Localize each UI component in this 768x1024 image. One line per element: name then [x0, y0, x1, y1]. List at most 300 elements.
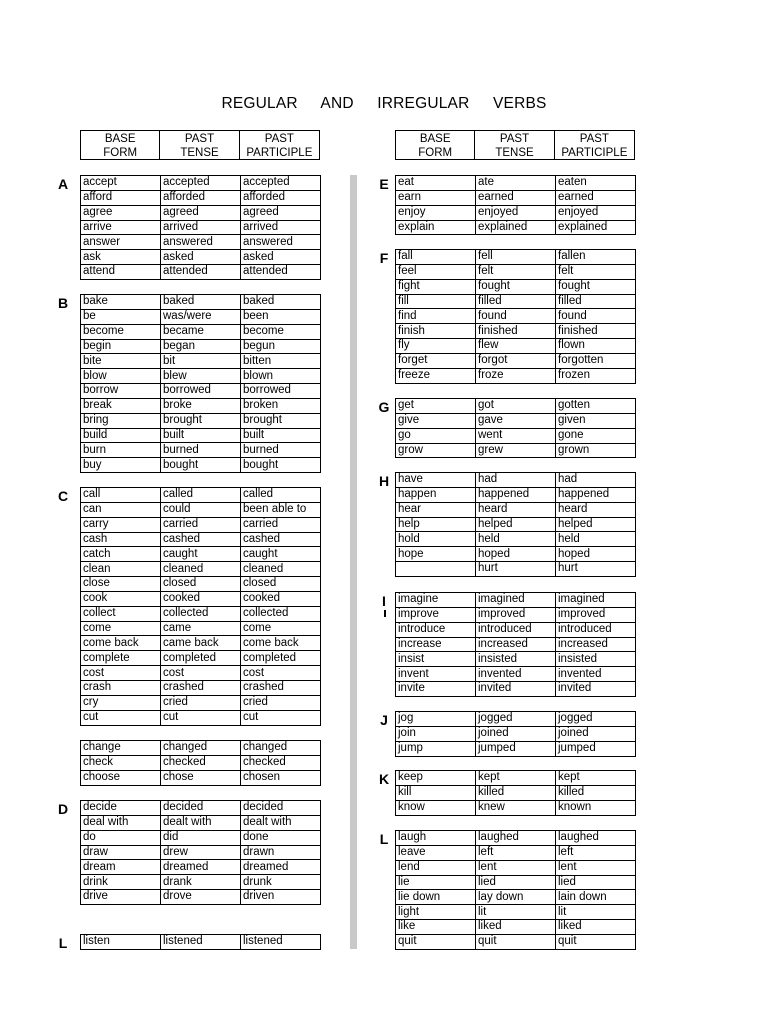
past-participle-cell: brought: [241, 413, 321, 428]
past-participle-cell: fought: [556, 279, 636, 294]
base-form-cell: kill: [396, 785, 476, 800]
past-tense-cell: knew: [476, 800, 556, 815]
section-letter-b: B: [57, 295, 69, 311]
table-row: [81, 295, 321, 310]
table-row: [396, 176, 636, 191]
header-past-line1: PAST: [499, 133, 530, 145]
past-participle-cell: filled: [556, 294, 636, 309]
past-participle-cell: eaten: [556, 176, 636, 191]
section-letter-h: H: [378, 473, 390, 489]
past-participle-cell: lit: [556, 905, 636, 920]
table-row: [81, 562, 321, 577]
letter-i-mark: [384, 610, 386, 617]
past-tense-cell: helped: [476, 517, 556, 532]
past-tense-cell: changed: [161, 741, 241, 756]
table-row: [396, 860, 636, 875]
base-form-cell: borrow: [81, 384, 161, 399]
past-tense-cell: went: [476, 428, 556, 443]
table-row: [81, 770, 321, 785]
past-participle-cell: improved: [556, 607, 636, 622]
past-participle-cell: quit: [556, 934, 636, 949]
past-participle-cell: liked: [556, 920, 636, 935]
past-participle-cell: grown: [556, 443, 636, 458]
section-letter-l: L: [379, 831, 389, 847]
past-tense-cell: hurt: [476, 562, 556, 577]
base-form-cell: laugh: [396, 831, 476, 846]
base-form-cell: can: [81, 502, 161, 517]
past-participle-cell: hurt: [556, 562, 636, 577]
past-participle-cell: broken: [241, 398, 321, 413]
past-tense-cell: bought: [161, 458, 241, 473]
base-form-cell: attend: [81, 265, 161, 280]
base-form-cell: lend: [396, 860, 476, 875]
base-form-cell: improve: [396, 607, 476, 622]
past-tense-cell: enjoyed: [476, 205, 556, 220]
base-form-cell: go: [396, 428, 476, 443]
base-form-cell: quit: [396, 934, 476, 949]
table-row: [396, 637, 636, 652]
past-participle-cell: jogged: [556, 712, 636, 727]
past-tense-cell: blew: [161, 369, 241, 384]
past-tense-cell: fell: [476, 250, 556, 265]
past-tense-cell: came back: [161, 636, 241, 651]
header-past-line2: TENSE: [495, 147, 534, 159]
verb-group-table: [395, 592, 636, 697]
table-row: [81, 606, 321, 621]
base-form-cell: come back: [81, 636, 161, 651]
table-row: [396, 920, 636, 935]
past-participle-cell: carried: [241, 517, 321, 532]
table-row: [396, 309, 636, 324]
past-participle-cell: cut: [241, 710, 321, 725]
verb-group-table: [80, 800, 321, 905]
past-participle-cell: bought: [241, 458, 321, 473]
base-form-cell: crash: [81, 680, 161, 695]
table-row: [81, 890, 321, 905]
past-tense-cell: drove: [161, 890, 241, 905]
past-tense-cell: burned: [161, 443, 241, 458]
past-participle-cell: drawn: [241, 845, 321, 860]
base-form-cell: jog: [396, 712, 476, 727]
table-row: [81, 369, 321, 384]
base-form-cell: insist: [396, 652, 476, 667]
past-tense-cell: finished: [476, 324, 556, 339]
table-row: [396, 607, 636, 622]
past-tense-cell: kept: [476, 771, 556, 786]
past-tense-cell: cashed: [161, 532, 241, 547]
base-form-cell: call: [81, 488, 161, 503]
past-tense-cell: insisted: [476, 652, 556, 667]
past-participle-cell: forgotten: [556, 353, 636, 368]
header-base-form: [396, 131, 475, 159]
table-row: [81, 205, 321, 220]
table-row: [81, 458, 321, 473]
base-form-cell: cash: [81, 532, 161, 547]
past-tense-cell: laughed: [476, 831, 556, 846]
verb-group-table: [80, 934, 321, 950]
past-tense-cell: got: [476, 399, 556, 414]
base-form-cell: join: [396, 726, 476, 741]
past-tense-cell: froze: [476, 368, 556, 383]
past-tense-cell: found: [476, 309, 556, 324]
base-form-cell: fight: [396, 279, 476, 294]
past-tense-cell: invited: [476, 682, 556, 697]
table-row: [396, 547, 636, 562]
base-form-cell: come: [81, 621, 161, 636]
table-row: [81, 547, 321, 562]
table-row: [396, 562, 636, 577]
past-tense-cell: fought: [476, 279, 556, 294]
header-participle-line2: PARTICIPLE: [561, 147, 628, 159]
base-form-cell: carry: [81, 517, 161, 532]
past-tense-cell: lay down: [476, 890, 556, 905]
past-participle-cell: jumped: [556, 741, 636, 756]
table-row: [81, 621, 321, 636]
past-tense-cell: did: [161, 830, 241, 845]
past-tense-cell: earned: [476, 190, 556, 205]
table-row: [81, 666, 321, 681]
past-participle-cell: cashed: [241, 532, 321, 547]
past-tense-cell: chose: [161, 770, 241, 785]
base-form-cell: dream: [81, 860, 161, 875]
past-participle-cell: done: [241, 830, 321, 845]
header-past-participle: [555, 131, 634, 159]
table-row: [396, 712, 636, 727]
base-form-cell: clean: [81, 562, 161, 577]
base-form-cell: afford: [81, 190, 161, 205]
base-form-cell: like: [396, 920, 476, 935]
base-form-cell: leave: [396, 845, 476, 860]
past-tense-cell: dreamed: [161, 860, 241, 875]
header-base-line2: FORM: [103, 147, 138, 159]
past-tense-cell: drank: [161, 875, 241, 890]
table-row: [396, 279, 636, 294]
base-form-cell: enjoy: [396, 205, 476, 220]
past-tense-cell: increased: [476, 637, 556, 652]
past-participle-cell: known: [556, 800, 636, 815]
table-row: [81, 265, 321, 280]
table-row: [81, 250, 321, 265]
base-form-cell: buy: [81, 458, 161, 473]
past-tense-cell: liked: [476, 920, 556, 935]
base-form-cell: ask: [81, 250, 161, 265]
base-form-cell: keep: [396, 771, 476, 786]
table-row: [81, 935, 321, 950]
past-tense-cell: broke: [161, 398, 241, 413]
past-participle-cell: decided: [241, 801, 321, 816]
base-form-cell: build: [81, 428, 161, 443]
past-tense-cell: explained: [476, 220, 556, 235]
past-participle-cell: cost: [241, 666, 321, 681]
base-form-cell: change: [81, 741, 161, 756]
past-tense-cell: lit: [476, 905, 556, 920]
base-form-cell: accept: [81, 176, 161, 191]
base-form-cell: check: [81, 755, 161, 770]
table-row: [81, 324, 321, 339]
header-past-tense: [160, 131, 239, 159]
past-tense-cell: became: [161, 324, 241, 339]
past-tense-cell: lied: [476, 875, 556, 890]
base-form-cell: burn: [81, 443, 161, 458]
past-tense-cell: happened: [476, 487, 556, 502]
past-participle-cell: been: [241, 309, 321, 324]
table-row: [396, 845, 636, 860]
past-tense-cell: introduced: [476, 622, 556, 637]
table-row: [396, 413, 636, 428]
header-past-participle: [240, 131, 319, 159]
table-row: [396, 890, 636, 905]
table-row: [81, 235, 321, 250]
past-participle-cell: hoped: [556, 547, 636, 562]
past-tense-cell: lent: [476, 860, 556, 875]
past-tense-cell: gave: [476, 413, 556, 428]
table-row: [81, 413, 321, 428]
past-participle-cell: found: [556, 309, 636, 324]
verb-group-table: [395, 249, 636, 384]
table-row: [81, 443, 321, 458]
table-row: [81, 176, 321, 191]
past-participle-cell: drunk: [241, 875, 321, 890]
past-tense-cell: had: [476, 473, 556, 488]
table-row: [81, 860, 321, 875]
table-row: [396, 294, 636, 309]
table-row: [396, 771, 636, 786]
table-row: [81, 532, 321, 547]
past-tense-cell: began: [161, 339, 241, 354]
base-form-cell: explain: [396, 220, 476, 235]
past-participle-cell: gotten: [556, 399, 636, 414]
table-row: [396, 443, 636, 458]
past-tense-cell: left: [476, 845, 556, 860]
past-participle-cell: listened: [241, 935, 321, 950]
base-form-cell: cry: [81, 695, 161, 710]
past-participle-cell: collected: [241, 606, 321, 621]
past-participle-cell: heard: [556, 502, 636, 517]
past-tense-cell: imagined: [476, 593, 556, 608]
table-row: [396, 934, 636, 949]
verb-group-table: [395, 711, 636, 757]
verb-group-table: [395, 398, 636, 458]
past-participle-cell: come: [241, 621, 321, 636]
section-letter-e: E: [379, 176, 389, 192]
base-form-cell: arrive: [81, 220, 161, 235]
table-row: [81, 384, 321, 399]
past-tense-cell: asked: [161, 250, 241, 265]
table-row: [81, 741, 321, 756]
past-participle-cell: joined: [556, 726, 636, 741]
verb-group-table: [395, 175, 636, 235]
table-row: [81, 309, 321, 324]
verb-group-table: [395, 770, 636, 816]
section-letter-k: K: [378, 771, 390, 787]
table-row: [396, 785, 636, 800]
past-participle-cell: blown: [241, 369, 321, 384]
past-tense-cell: collected: [161, 606, 241, 621]
past-participle-cell: invented: [556, 667, 636, 682]
base-form-cell: happen: [396, 487, 476, 502]
past-participle-cell: been able to: [241, 502, 321, 517]
past-participle-cell: introduced: [556, 622, 636, 637]
table-row: [81, 354, 321, 369]
past-tense-cell: listened: [161, 935, 241, 950]
table-row: [396, 339, 636, 354]
verb-group-table: [80, 294, 321, 473]
right-column-header: [395, 130, 635, 160]
past-participle-cell: begun: [241, 339, 321, 354]
past-participle-cell: closed: [241, 577, 321, 592]
table-row: [81, 636, 321, 651]
past-tense-cell: bit: [161, 354, 241, 369]
table-row: [396, 205, 636, 220]
header-base-line1: BASE: [104, 133, 136, 145]
base-form-cell: cook: [81, 591, 161, 606]
past-participle-cell: built: [241, 428, 321, 443]
past-tense-cell: drew: [161, 845, 241, 860]
past-participle-cell: caught: [241, 547, 321, 562]
verb-group-table: [80, 740, 321, 786]
past-participle-cell: attended: [241, 265, 321, 280]
past-participle-cell: invited: [556, 682, 636, 697]
past-tense-cell: dealt with: [161, 815, 241, 830]
past-participle-cell: lied: [556, 875, 636, 890]
past-participle-cell: flown: [556, 339, 636, 354]
table-row: [396, 622, 636, 637]
header-participle-line1: PAST: [579, 133, 609, 145]
past-participle-cell: checked: [241, 755, 321, 770]
past-tense-cell: jumped: [476, 741, 556, 756]
table-row: [81, 651, 321, 666]
base-form-cell: earn: [396, 190, 476, 205]
base-form-cell: blow: [81, 369, 161, 384]
past-tense-cell: came: [161, 621, 241, 636]
past-participle-cell: borrowed: [241, 384, 321, 399]
past-participle-cell: crashed: [241, 680, 321, 695]
past-participle-cell: afforded: [241, 190, 321, 205]
past-participle-cell: arrived: [241, 220, 321, 235]
section-letter-c: C: [57, 488, 69, 504]
header-participle-line1: PAST: [264, 133, 294, 145]
past-tense-cell: heard: [476, 502, 556, 517]
past-participle-cell: asked: [241, 250, 321, 265]
past-participle-cell: cooked: [241, 591, 321, 606]
past-participle-cell: called: [241, 488, 321, 503]
base-form-cell: help: [396, 517, 476, 532]
past-tense-cell: invented: [476, 667, 556, 682]
past-participle-cell: insisted: [556, 652, 636, 667]
past-tense-cell: cut: [161, 710, 241, 725]
past-tense-cell: flew: [476, 339, 556, 354]
table-row: [81, 875, 321, 890]
past-participle-cell: dreamed: [241, 860, 321, 875]
past-tense-cell: closed: [161, 577, 241, 592]
header-past-line2: TENSE: [180, 147, 219, 159]
table-row: [396, 502, 636, 517]
past-participle-cell: answered: [241, 235, 321, 250]
past-participle-cell: killed: [556, 785, 636, 800]
base-form-cell: listen: [81, 935, 161, 950]
base-form-cell: hold: [396, 532, 476, 547]
past-participle-cell: kept: [556, 771, 636, 786]
past-tense-cell: killed: [476, 785, 556, 800]
past-participle-cell: imagined: [556, 593, 636, 608]
past-tense-cell: decided: [161, 801, 241, 816]
base-form-cell: deal with: [81, 815, 161, 830]
past-participle-cell: enjoyed: [556, 205, 636, 220]
page-title: REGULAR AND IRREGULAR VERBS: [221, 95, 547, 112]
past-tense-cell: cooked: [161, 591, 241, 606]
base-form-cell: fall: [396, 250, 476, 265]
past-participle-cell: become: [241, 324, 321, 339]
past-tense-cell: agreed: [161, 205, 241, 220]
left-column-header: [80, 130, 320, 160]
past-tense-cell: called: [161, 488, 241, 503]
table-row: [396, 875, 636, 890]
past-participle-cell: held: [556, 532, 636, 547]
base-form-cell: freeze: [396, 368, 476, 383]
past-tense-cell: grew: [476, 443, 556, 458]
past-tense-cell: joined: [476, 726, 556, 741]
table-row: [81, 591, 321, 606]
base-form-cell: grow: [396, 443, 476, 458]
past-participle-cell: happened: [556, 487, 636, 502]
table-row: [396, 264, 636, 279]
past-participle-cell: driven: [241, 890, 321, 905]
table-row: [396, 517, 636, 532]
past-participle-cell: helped: [556, 517, 636, 532]
past-participle-cell: given: [556, 413, 636, 428]
table-row: [81, 339, 321, 354]
table-row: [81, 801, 321, 816]
base-form-cell: bake: [81, 295, 161, 310]
base-form-cell: fill: [396, 294, 476, 309]
header-past-line1: PAST: [184, 133, 215, 145]
past-participle-cell: earned: [556, 190, 636, 205]
base-form-cell: lie: [396, 875, 476, 890]
past-tense-cell: forgot: [476, 353, 556, 368]
table-row: [81, 577, 321, 592]
table-row: [396, 250, 636, 265]
table-row: [81, 710, 321, 725]
section-letter-l: L: [58, 935, 68, 951]
past-tense-cell: arrived: [161, 220, 241, 235]
base-form-cell: agree: [81, 205, 161, 220]
base-form-cell: break: [81, 398, 161, 413]
past-participle-cell: left: [556, 845, 636, 860]
table-row: [81, 830, 321, 845]
past-tense-cell: cleaned: [161, 562, 241, 577]
base-form-cell: invent: [396, 667, 476, 682]
past-participle-cell: lain down: [556, 890, 636, 905]
section-letter-i: I: [382, 593, 386, 609]
base-form-cell: light: [396, 905, 476, 920]
past-participle-cell: come back: [241, 636, 321, 651]
base-form-cell: give: [396, 413, 476, 428]
table-row: [81, 517, 321, 532]
header-base-line1: BASE: [419, 133, 451, 145]
base-form-cell: introduce: [396, 622, 476, 637]
column-divider: [350, 175, 357, 949]
past-tense-cell: accepted: [161, 176, 241, 191]
table-row: [396, 682, 636, 697]
past-participle-cell: burned: [241, 443, 321, 458]
past-tense-cell: caught: [161, 547, 241, 562]
table-row: [81, 845, 321, 860]
header-base-line2: FORM: [418, 147, 453, 159]
past-participle-cell: baked: [241, 295, 321, 310]
past-participle-cell: bitten: [241, 354, 321, 369]
base-form-cell: finish: [396, 324, 476, 339]
table-row: [396, 532, 636, 547]
